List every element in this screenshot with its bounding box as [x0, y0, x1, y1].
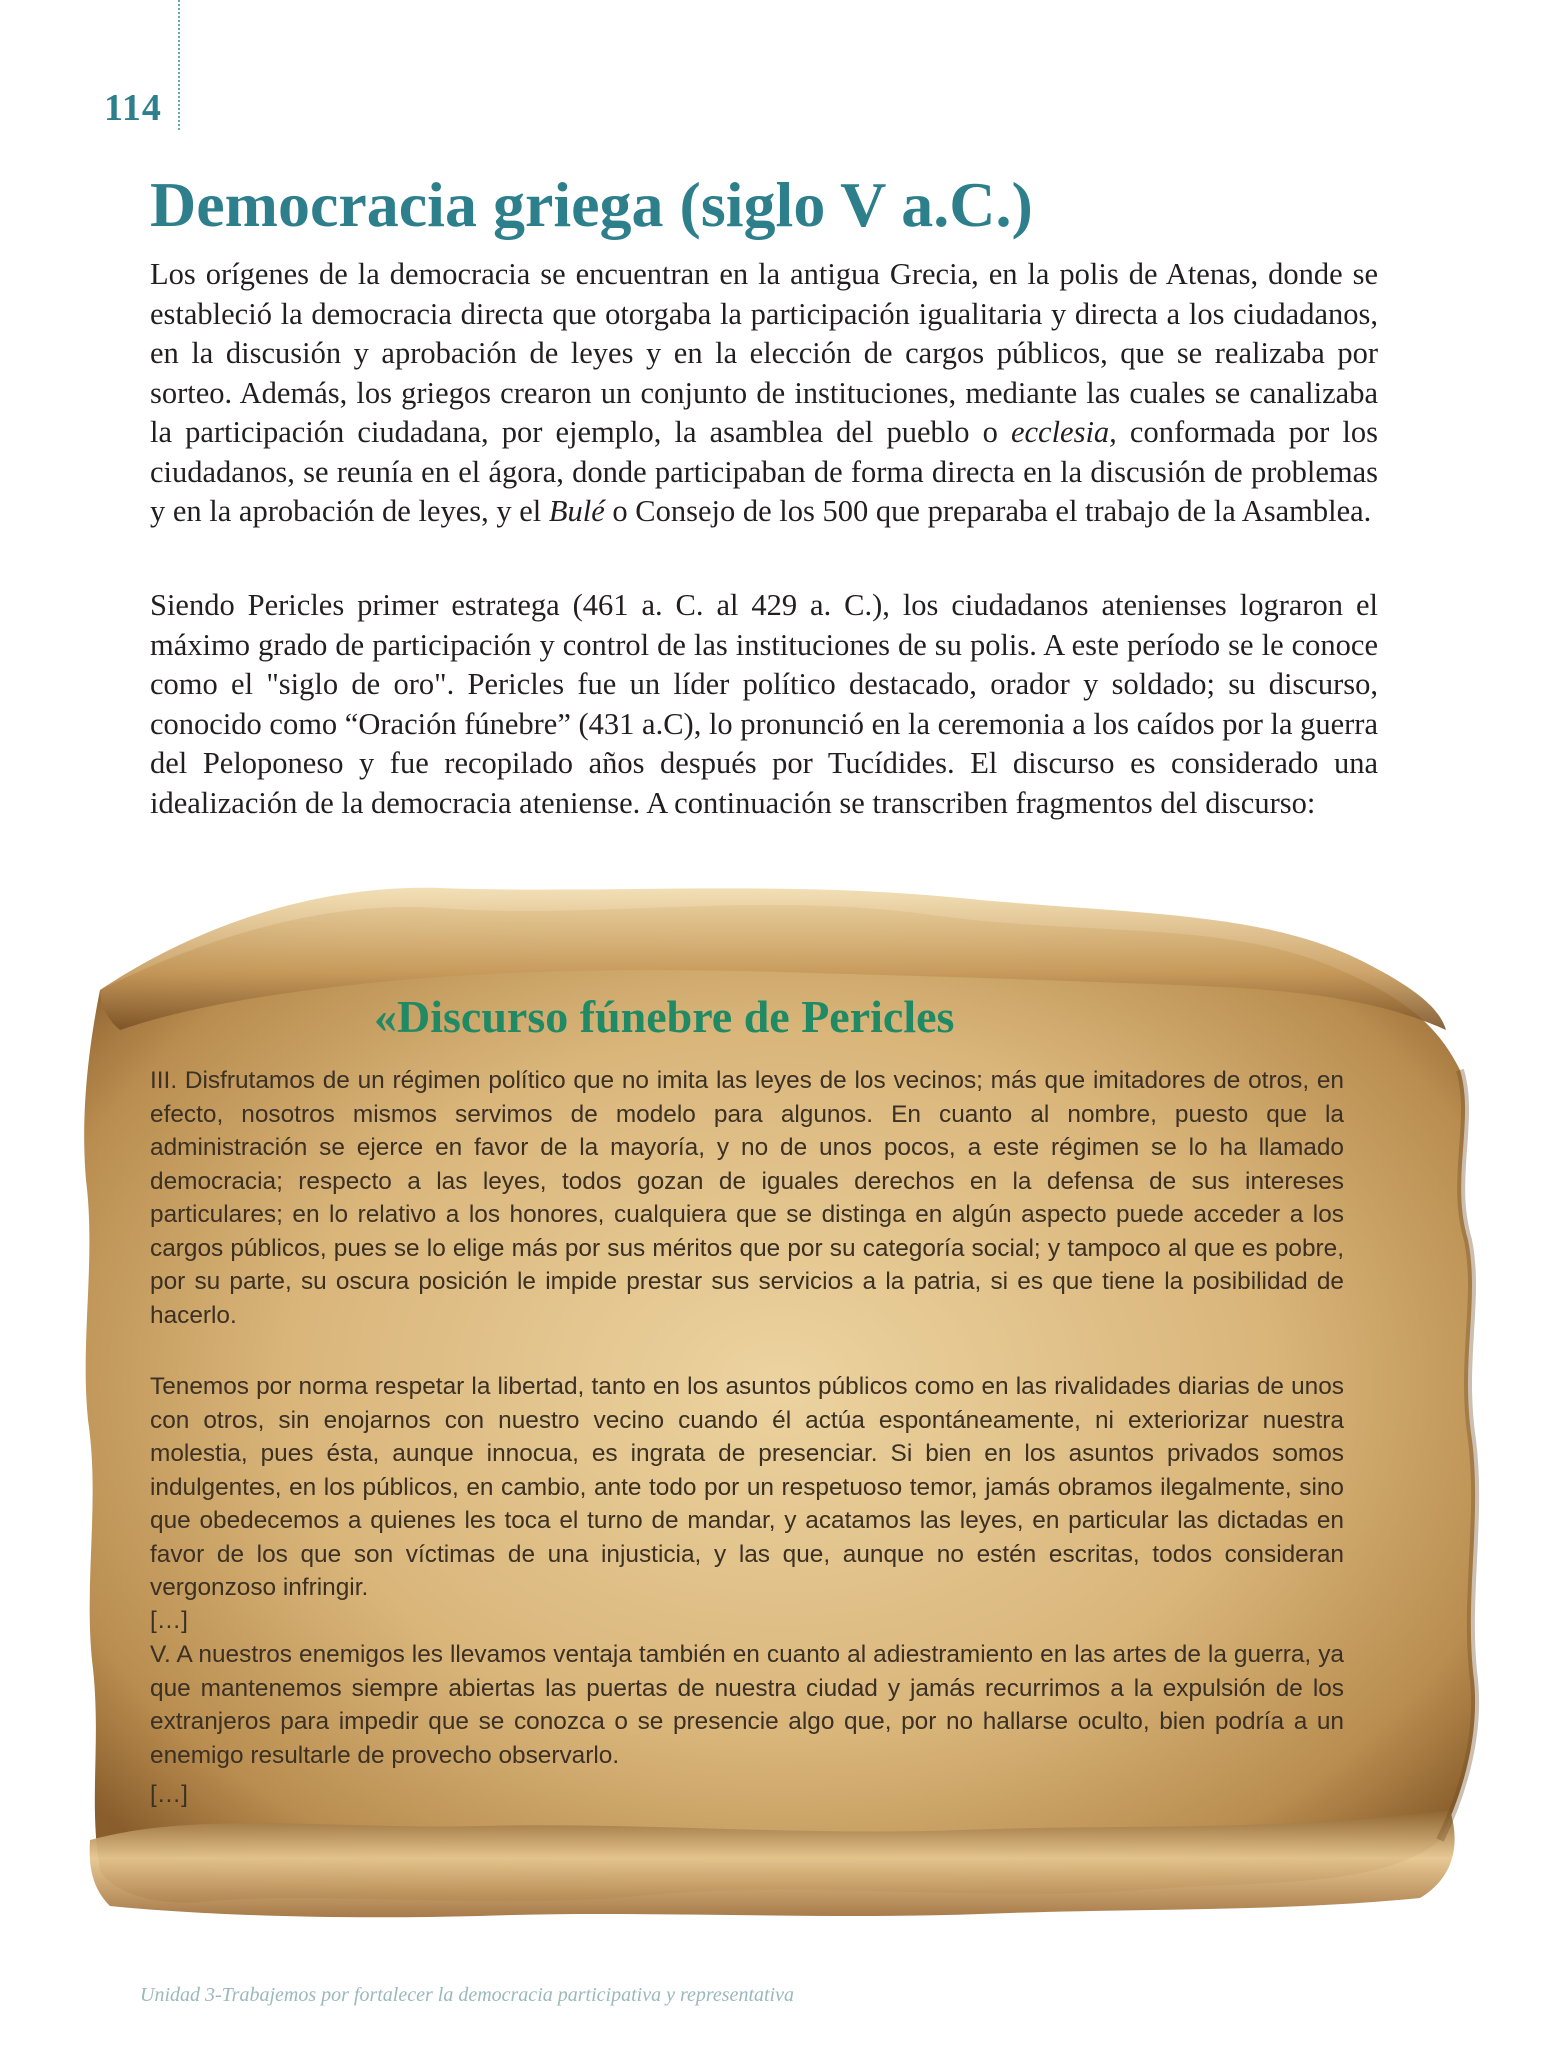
page-number: 114: [104, 87, 162, 129]
pericles-paragraph: Siendo Pericles primer estratega (461 a. C. al 429 a. C.), los ciudadanos atenienses lograron el máximo grado de participación y control de las instituciones de su polis. A este período se le conoce como el "siglo de oro". Pericles fue un líder político destacado, orador y soldado; su discurso, conocido como “Oración fúnebre” (431 a.C), lo pronunció en la ceremonia a los caídos por la guerra del Peloponeso y fue recopilado años después por Tucídides. El discurso es considerado una idealización de la democracia ateniense. A continuación se transcriben fragmentos del discurso:: [150, 588, 1378, 820]
speech-ellipsis-1: […]: [150, 1607, 188, 1634]
intro-italic-ecclesia: ecclesia,: [1010, 415, 1117, 449]
intro-paragraph: [150, 255, 1378, 532]
speech-fragment-liberty: Tenemos por norma respetar la libertad, tanto en los asuntos públicos como en las rivalidades diarias de unos con otros, sin enojarnos con nuestro vecino cuando él actúa espontáneamente, ni exteriorizar nuestra molestia, pues ésta, aunque innocua, es ingrata de presenciar. Si bien en los asuntos privados somos indulgentes, en los públicos, en cambio, ante todo por un respetuoso temor, jamás obramos ilegalmente, sino que obedecemos a quienes les toca el turno de mandar, y acatamos las leyes, en particular las dictadas en favor de los que son víctimas de una injusticia, y las que, aunque no estén escritas, todos consideran vergonzoso infringir.: [150, 1373, 1344, 1601]
page-title: Democracia griega (siglo V a.C.): [150, 169, 1033, 240]
margin-dotted-rule: [178, 0, 180, 130]
speech-ellipsis-2: […]: [150, 1781, 188, 1808]
intro-text-part2: conformada por los ciudadanos, se reunía en el ágora, donde participaban de forma directa en la discusión de problemas y en la aprobación de leyes, y el: [150, 415, 1379, 528]
speech-fragment-iii: III. Disfrutamos de un régimen político que no imita las leyes de los vecinos; más que imitadores de otros, en efecto, nosotros mismos servimos de modelo para algunos. En cuanto al nombre, puesto que la administración se ejerce en favor de la mayoría, y no de unos pocos, a este régimen se lo ha llamado democracia; respecto a las leyes, todos gozan de iguales derechos en la defensa de sus intereses particulares; en lo relativo a los honores, cualquiera que se distinga en algún aspecto puede acceder a los cargos públicos, pues se lo elige más por sus méritos que por su categoría social; y tampoco al que es pobre, por su parte, su oscura posición le impide prestar sus servicios a la patria, si es que tiene la posibilidad de hacerlo.: [150, 1067, 1344, 1329]
intro-text-part1: Los orígenes de la democracia se encuentran en la antigua Grecia, en la polis de Atenas, donde se estableció la democracia directa que otorgaba la participación igualitaria y directa a los ciudadanos, en la discusión y aprobación de leyes y en la elección de cargos públicos, que se realizaba por sorteo. Además, los griegos crearon un conjunto de instituciones, mediante las cuales se canalizaba la participación ciudadana, por ejemplo, la asamblea del pueblo o: [150, 257, 1378, 449]
intro-text-part3: o Consejo de los 500 que preparaba el trabajo de la Asamblea.: [604, 494, 1372, 528]
speech-fragment-v: V. A nuestros enemigos les llevamos ventaja también en cuanto al adiestramiento en las artes de la guerra, ya que mantenemos siempre abiertas las puertas de nuestra ciudad y jamás recurrimos a la expulsión de los extranjeros para impedir que se conozca o se presencie algo que, por no hallarse oculto, bien podría a un enemigo resultarle de provecho observarlo.: [150, 1641, 1344, 1769]
unit-footer: Unidad 3-Trabajemos por fortalecer la democracia participativa y representativa: [140, 1984, 794, 2006]
intro-italic-bule: Bulé: [548, 494, 605, 528]
speech-title: «Discurso fúnebre de Pericles: [374, 991, 955, 1042]
